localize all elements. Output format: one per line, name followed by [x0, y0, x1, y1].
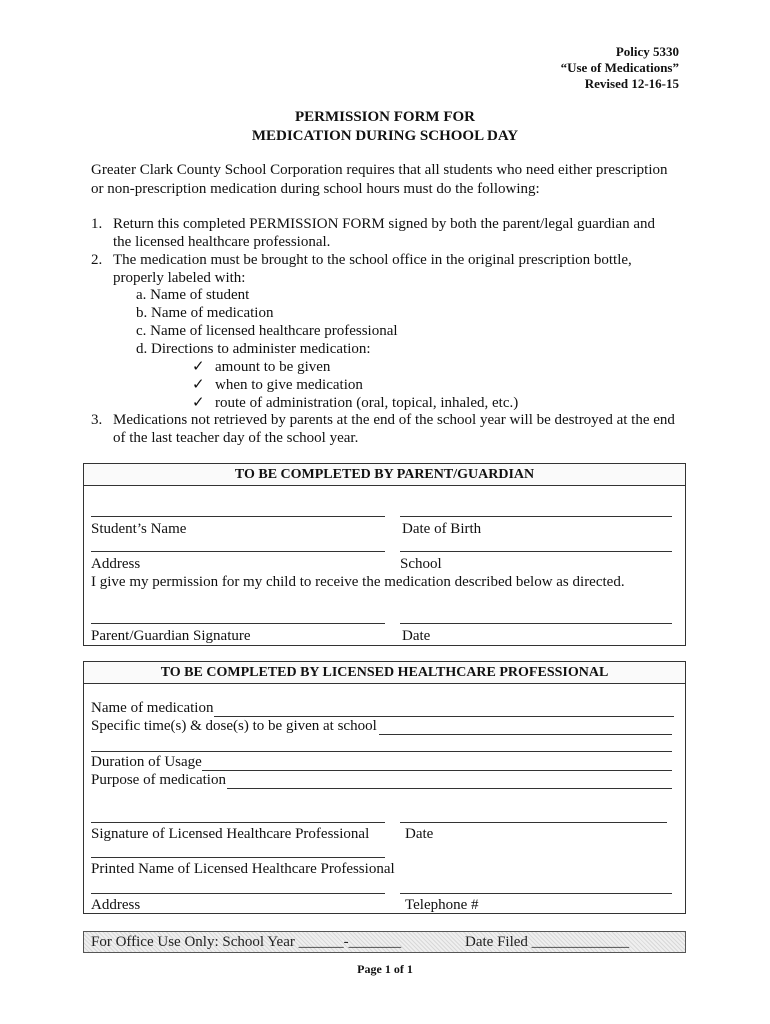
policy-block — [561, 44, 679, 92]
hcp-date-label: Date — [405, 826, 434, 842]
hcp-telephone-field[interactable] — [400, 893, 672, 894]
intro-paragraph — [91, 161, 668, 199]
sub-item-c: c. Name of licensed healthcare professional — [136, 323, 398, 339]
intro-line1: Greater Clark County School Corporation requires that all students who need either prescription — [91, 162, 668, 178]
list-item-3-line1: Medications not retrieved by parents at the end of the school year will be destroyed at the end — [113, 412, 675, 428]
duration-field[interactable] — [202, 770, 672, 771]
list-item-1-line2: the licensed healthcare professional. — [113, 234, 331, 250]
purpose-label: Purpose of medication — [91, 772, 226, 788]
checkmark-icon: ✓ — [192, 395, 205, 411]
date-of-birth-field[interactable] — [400, 516, 672, 517]
sub-item-d: d. Directions to administer medication: — [136, 341, 371, 357]
form-title-line1: PERMISSION FORM FOR — [295, 109, 475, 125]
purpose-field[interactable] — [227, 788, 672, 789]
hcp-signature-label: Signature of Licensed Healthcare Professional — [91, 826, 370, 842]
parent-date-field[interactable] — [400, 623, 672, 624]
intro-line2: or non-prescription medication during school hours must do the following: — [91, 181, 540, 197]
office-school-year: For Office Use Only: School Year ______-_______ — [91, 934, 402, 950]
list-number-2: 2. — [91, 252, 103, 268]
address-field[interactable] — [91, 551, 385, 552]
school-label: School — [400, 556, 442, 572]
student-name-label: Student’s Name — [91, 521, 187, 537]
permission-statement: I give my permission for my child to receive the medication described below as directed. — [91, 574, 625, 590]
list-number-1: 1. — [91, 216, 103, 232]
parent-date-label: Date — [402, 628, 431, 644]
list-number-3: 3. — [91, 412, 103, 428]
student-name-field[interactable] — [91, 516, 385, 517]
times-doses-label: Specific time(s) & dose(s) to be given at school — [91, 718, 377, 734]
list-item-3-line2: of the last teacher day of the school year. — [113, 430, 359, 446]
date-of-birth-label: Date of Birth — [402, 521, 482, 537]
school-field[interactable] — [400, 551, 672, 552]
list-item-2-line1: The medication must be brought to the school office in the original prescription bottle, — [113, 252, 632, 268]
hcp-section-header: TO BE COMPLETED BY LICENSED HEALTHCARE PROFESSIONAL — [84, 662, 685, 684]
list-item-1-line1: Return this completed PERMISSION FORM signed by both the parent/legal guardian and — [113, 216, 656, 232]
checkmark-icon: ✓ — [192, 377, 205, 393]
hcp-address-field[interactable] — [91, 893, 385, 894]
check-item-3: route of administration (oral, topical, inhaled, etc.) — [215, 395, 519, 411]
check-item-1: amount to be given — [215, 359, 331, 375]
list-item-2-line2: properly labeled with: — [113, 270, 246, 286]
sub-item-a: a. Name of student — [136, 287, 250, 303]
policy-name: “Use of Medications” — [560, 60, 679, 75]
hcp-printed-name-label: Printed Name of Licensed Healthcare Professional — [91, 861, 395, 877]
medication-name-label: Name of medication — [91, 700, 214, 716]
parent-signature-field[interactable] — [91, 623, 385, 624]
address-label: Address — [91, 556, 141, 572]
hcp-telephone-label: Telephone # — [405, 897, 479, 913]
hcp-signature-field[interactable] — [91, 822, 385, 823]
policy-revised: Revised 12-16-15 — [584, 76, 679, 91]
page-number: Page 1 of 1 — [357, 962, 413, 976]
times-doses-field-extra[interactable] — [91, 751, 672, 752]
hcp-date-field[interactable] — [400, 822, 667, 823]
duration-label: Duration of Usage — [91, 754, 202, 770]
parent-section-header: TO BE COMPLETED BY PARENT/GUARDIAN — [84, 464, 685, 486]
checkmark-icon: ✓ — [192, 359, 205, 375]
form-title — [0, 108, 770, 146]
form-title-line2: MEDICATION DURING SCHOOL DAY — [251, 128, 519, 144]
parent-signature-label: Parent/Guardian Signature — [91, 628, 251, 644]
hcp-address-label: Address — [91, 897, 141, 913]
policy-number: Policy 5330 — [615, 44, 679, 59]
hcp-printed-name-field[interactable] — [91, 857, 385, 858]
parent-guardian-section — [83, 463, 686, 646]
office-use-bar — [83, 931, 686, 953]
sub-item-b: b. Name of medication — [136, 305, 274, 321]
times-doses-field[interactable] — [379, 734, 672, 735]
check-item-2: when to give medication — [215, 377, 363, 393]
office-date-filed: Date Filed _____________ — [465, 934, 630, 950]
